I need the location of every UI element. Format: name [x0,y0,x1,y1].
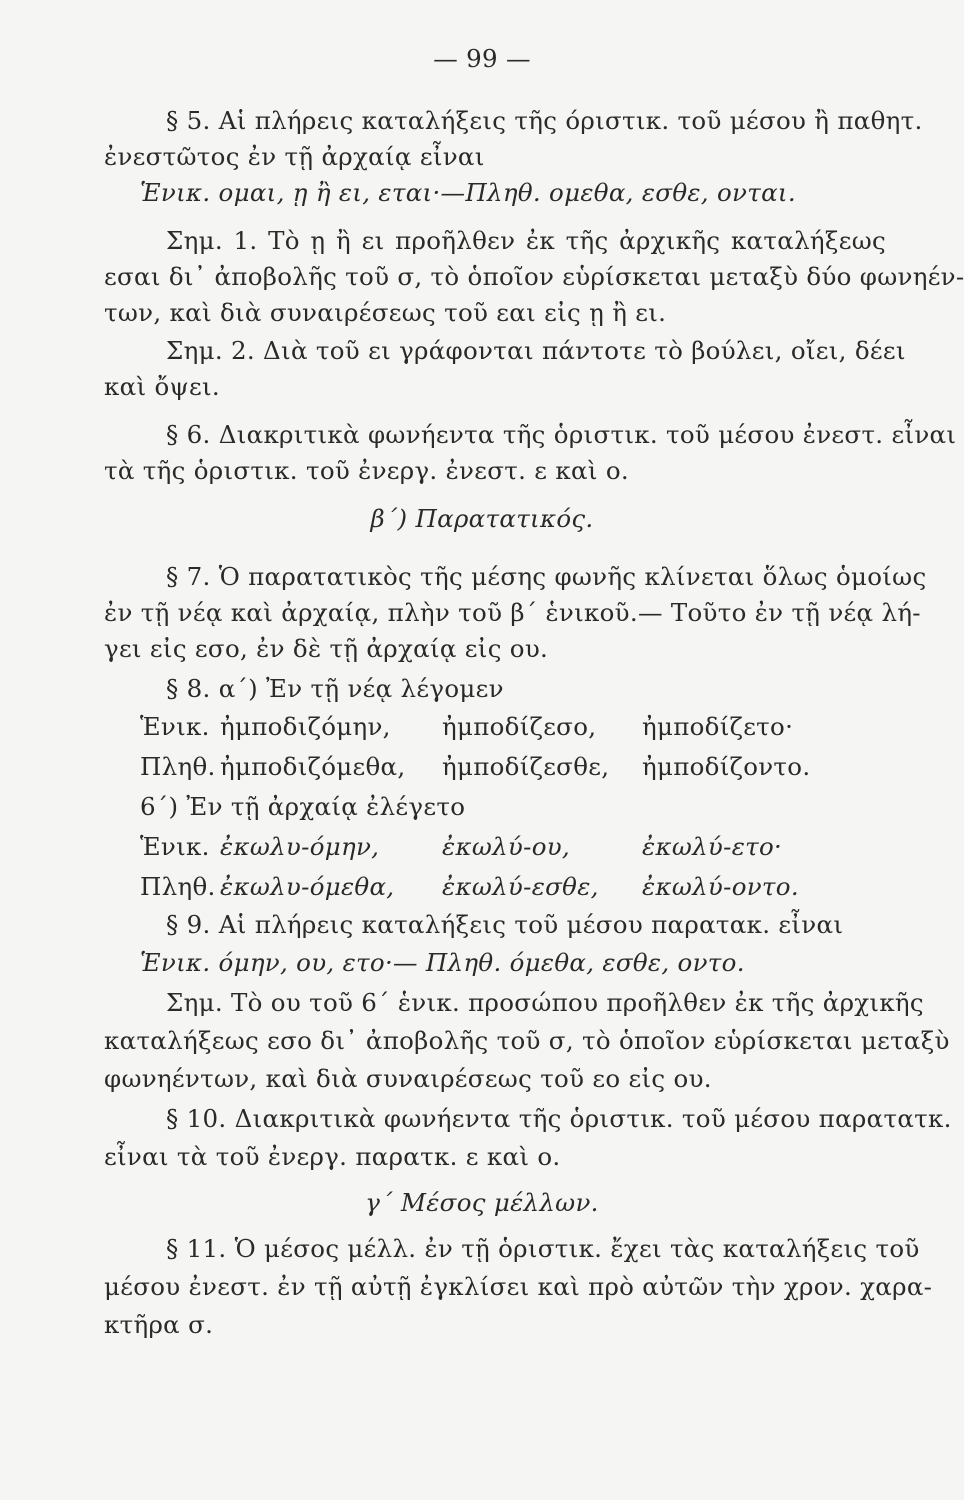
paragraph-10-line-1: § 10. Διακριτικὰ φωνήεντα τῆς ὁριστικ. τοῦ μέσου παρατατκ. [166,1104,952,1133]
form-1: ἠμποδιζόμεθα, [220,752,406,781]
ancient-heading: 6΄) Ἐν τῇ ἀρχαίᾳ ἐλέγετο [140,792,466,821]
form-1: ἐκωλυ-όμην, [220,832,380,861]
form-3: ἠμποδίζετο· [642,712,794,741]
form-2: ἠμποδίζεσθε, [442,752,610,781]
note-3-line-2: καταλήξεως εσο δι᾿ ἀποβολῆς τοῦ σ, τὸ ὁποῖον εὑρίσκεται μεταξὺ [104,1026,950,1055]
paragraph-7-line-1: § 7. Ὁ παρατατικὸς τῆς μέσης φωνῆς κλίνεται ὅλως ὁμοίως [166,562,927,591]
note-1-line-3: των, καὶ διὰ συναιρέσεως τοῦ εαι εἰς ῃ ἢ ει. [104,298,667,327]
section-heading-future: γ΄ Μέσος μέλλων. [365,1188,599,1217]
note-3-line-3: φωνηέντων, καὶ διὰ συναιρέσεως τοῦ εο εἰς ου. [104,1064,712,1093]
imperfect-endings-line: Ἑνικ. όμην, ου, ετο·— Πληθ. όμεθα, εσθε, οντο. [140,948,745,977]
paragraph-6-line-2: τὰ τῆς ὁριστικ. τοῦ ἐνεργ. ἐνεστ. ε καὶ ο. [104,456,629,485]
note-1-line-2: εσαι δι᾿ ἀποβολῆς τοῦ σ, τὸ ὁποῖον εὑρίσκεται μεταξὺ δύο φωνηέν- [104,262,964,291]
form-1: ἠμποδιζόμην, [220,712,391,741]
row-label: Πληθ. [140,872,216,901]
paragraph-11-line-2: μέσου ἐνεστ. ἐν τῇ αὐτῇ ἐγκλίσει καὶ πρὸ αὐτῶν τὴν χρον. χαρα- [104,1272,933,1301]
paragraph-6-line-1: § 6. Διακριτικὰ φωνήεντα τῆς ὁριστικ. τοῦ μέσου ἐνεστ. εἶναι [166,420,957,449]
note-1-line-1: Σημ. 1. Τὸ ῃ ἢ ει προῆλθεν ἐκ τῆς ἀρχικῆς καταλήξεως [166,226,886,255]
paragraph-7-line-3: γει εἰς εσο, ἐν δὲ τῇ ἀρχαίᾳ εἰς ου. [104,634,549,663]
form-1: ἐκωλυ-όμεθα, [220,872,395,901]
paragraph-11-line-1: § 11. Ὁ μέσος μέλλ. ἐν τῇ ὁριστικ. ἔχει τὰς καταλήξεις τοῦ [166,1234,920,1263]
paragraph-5-line-2: ἐνεστῶτος ἐν τῇ ἀρχαίᾳ εἶναι [104,142,485,171]
section-heading-imperfect: β΄) Παρατατικός. [370,504,594,533]
paragraph-8-line-1: § 8. α΄) Ἐν τῇ νέᾳ λέγομεν [166,674,504,703]
paragraph-9-line-1: § 9. Αἱ πλήρεις καταλήξεις τοῦ μέσου παρατακ. εἶναι [166,910,844,939]
form-2: ἐκωλύ-ου, [442,832,571,861]
page-number: — 99 — [433,44,531,73]
modern-singular-row [140,710,793,744]
note-2-line-1: Σημ. 2. Διὰ τοῦ ει γράφονται πάντοτε τὸ βούλει, οἴει, δέει [166,336,906,365]
ancient-plural-row [140,870,799,904]
row-label: Πληθ. [140,752,216,781]
note-3-line-1: Σημ. Τὸ ου τοῦ 6΄ ἑνικ. προσώπου προῆλθεν ἐκ τῆς ἀρχικῆς [166,988,924,1017]
row-label: Ἑνικ. [140,712,210,741]
note-2-line-2: καὶ ὄψει. [104,372,221,401]
endings-line: Ἑνικ. ομαι, ῃ ἢ ει, εται·—Πληθ. ομεθα, εσθε, ονται. [140,178,796,207]
paragraph-7-line-2: ἐν τῇ νέᾳ καὶ ἀρχαίᾳ, πλὴν τοῦ β΄ ἑνικοῦ.— Τοῦτο ἐν τῇ νέᾳ λή- [104,598,921,627]
paragraph-5-line-1: § 5. Αἱ πλήρεις καταλήξεις τῆς όριστικ. τοῦ μέσου ἢ παθητ. [166,106,923,135]
modern-plural-row [140,750,810,784]
form-3: ἐκωλύ-ετο· [642,832,783,861]
ancient-singular-row [140,830,782,864]
form-3: ἐκωλύ-οντο. [642,872,799,901]
row-label: Ἑνικ. [140,832,210,861]
paragraph-10-line-2: εἶναι τὰ τοῦ ἐνεργ. παρατκ. ε καὶ ο. [104,1142,561,1171]
form-2: ἐκωλύ-εσθε, [442,872,599,901]
form-2: ἠμποδίζεσο, [442,712,597,741]
form-3: ἠμποδίζοντο. [642,752,811,781]
paragraph-11-line-3: κτῆρα σ. [104,1310,214,1339]
